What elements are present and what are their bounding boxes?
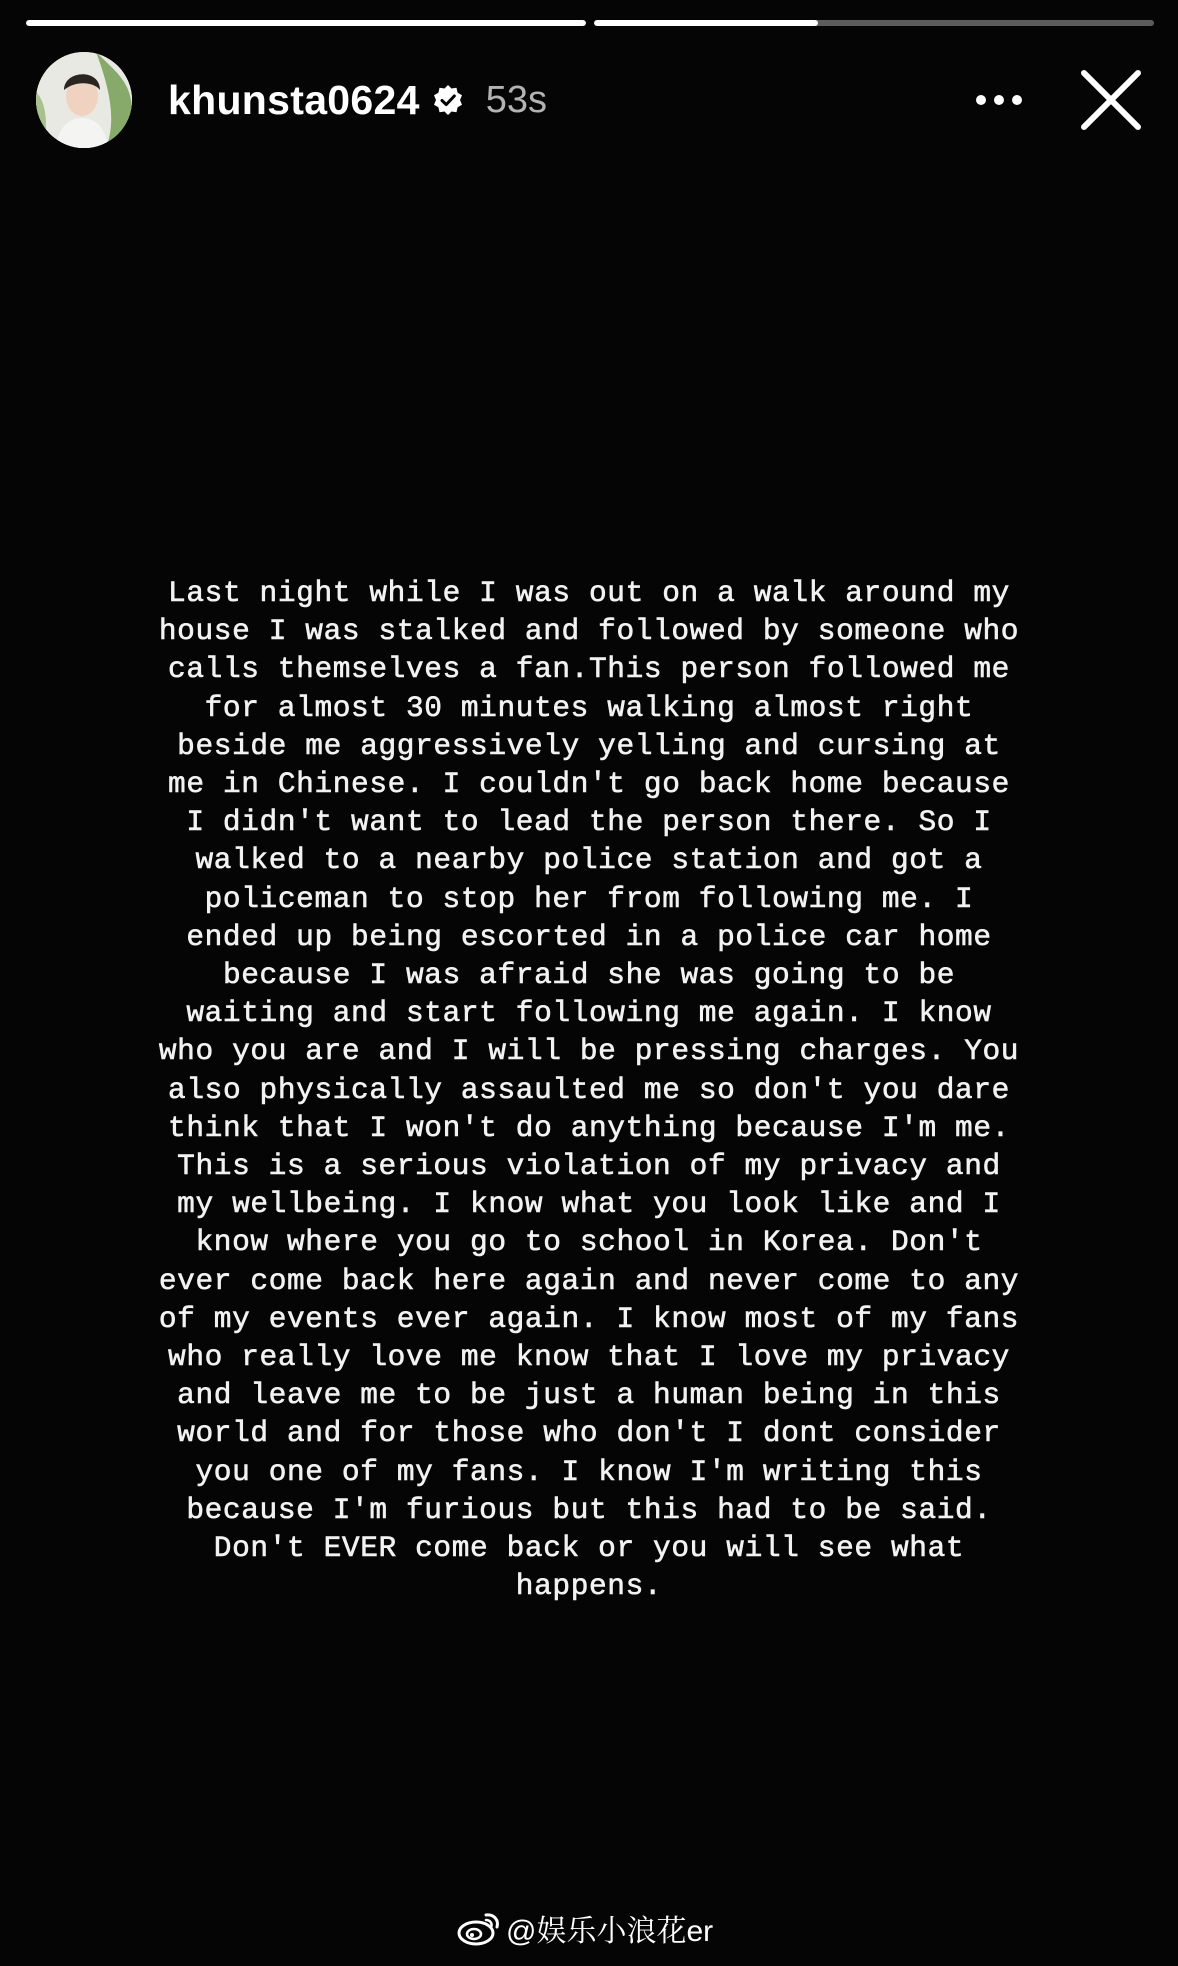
- story-text-line: waiting and start following me again. I know: [186, 996, 992, 1031]
- story-text-body: [100, 574, 1078, 1605]
- story-text-line: and leave me to be just a human being in this: [177, 1378, 1001, 1413]
- username[interactable]: khunsta0624: [168, 76, 420, 123]
- story-progress-bar: [26, 20, 1154, 26]
- story-time-ago: 53s: [485, 78, 547, 121]
- story-text-line: who really love me know that I love my privacy: [168, 1340, 1010, 1375]
- story-text-line: ever come back here again and never come to any: [158, 1263, 1020, 1298]
- more-horizontal-icon[interactable]: [964, 65, 1034, 135]
- progress-fill: [26, 20, 586, 26]
- story-text-line: walked to a nearby police station and got a: [195, 843, 983, 878]
- story-text-line: ended up being escorted in a police car home: [186, 919, 992, 954]
- story-text-line: for almost 30 minutes walking almost right: [204, 690, 974, 725]
- story-header: [36, 50, 1154, 150]
- close-icon[interactable]: [1074, 63, 1148, 137]
- story-text-line: think that I won't do anything because I'm me.: [168, 1110, 1010, 1145]
- progress-segment: [594, 20, 1154, 26]
- story-text-line: happens.: [515, 1569, 663, 1604]
- story-text-line: Don't EVER come back or you will see what: [213, 1531, 965, 1566]
- progress-fill: [594, 20, 818, 26]
- watermark-text: @娱乐小浪花er: [506, 1915, 714, 1948]
- story-text-line: because I'm furious but this had to be said.: [186, 1492, 992, 1527]
- progress-segment: [26, 20, 586, 26]
- story-text-line: who you are and I will be pressing charges. You: [158, 1034, 1020, 1069]
- story-text-line: because I was afraid she was going to be: [222, 958, 956, 993]
- story-text-line: also physically assaulted me so don't you dare: [168, 1072, 1010, 1107]
- avatar[interactable]: [36, 52, 132, 148]
- story-text-line: know where you go to school in Korea. Don't: [195, 1225, 983, 1260]
- story-text-line: of my events ever again. I know most of my fans: [158, 1301, 1020, 1336]
- story-text-line: calls themselves a fan.This person followed me: [168, 652, 1010, 687]
- story-text-line: beside me aggressively yelling and cursing at: [177, 728, 1001, 763]
- story-text-line: Last night while I was out on a walk around my: [168, 576, 1010, 610]
- weibo-logo-icon: [456, 1909, 502, 1947]
- verified-badge-icon: [432, 84, 464, 116]
- story-text-line: world and for those who don't I dont consider: [177, 1416, 1001, 1451]
- story-text-line: This is a serious violation of my privacy and: [177, 1149, 1001, 1184]
- story-text-line: policeman to stop her from following me. I: [204, 881, 974, 916]
- story-text-line: house I was stalked and followed by someone who: [158, 614, 1020, 649]
- story-text-line: you one of my fans. I know I'm writing this: [195, 1454, 983, 1489]
- story-text-line: my wellbeing. I know what you look like and I: [177, 1187, 1001, 1222]
- story-text-line: me in Chinese. I couldn't go back home because: [168, 767, 1010, 802]
- story-text-line: I didn't want to lead the person there. So I: [186, 805, 992, 840]
- watermark: [456, 1906, 713, 1950]
